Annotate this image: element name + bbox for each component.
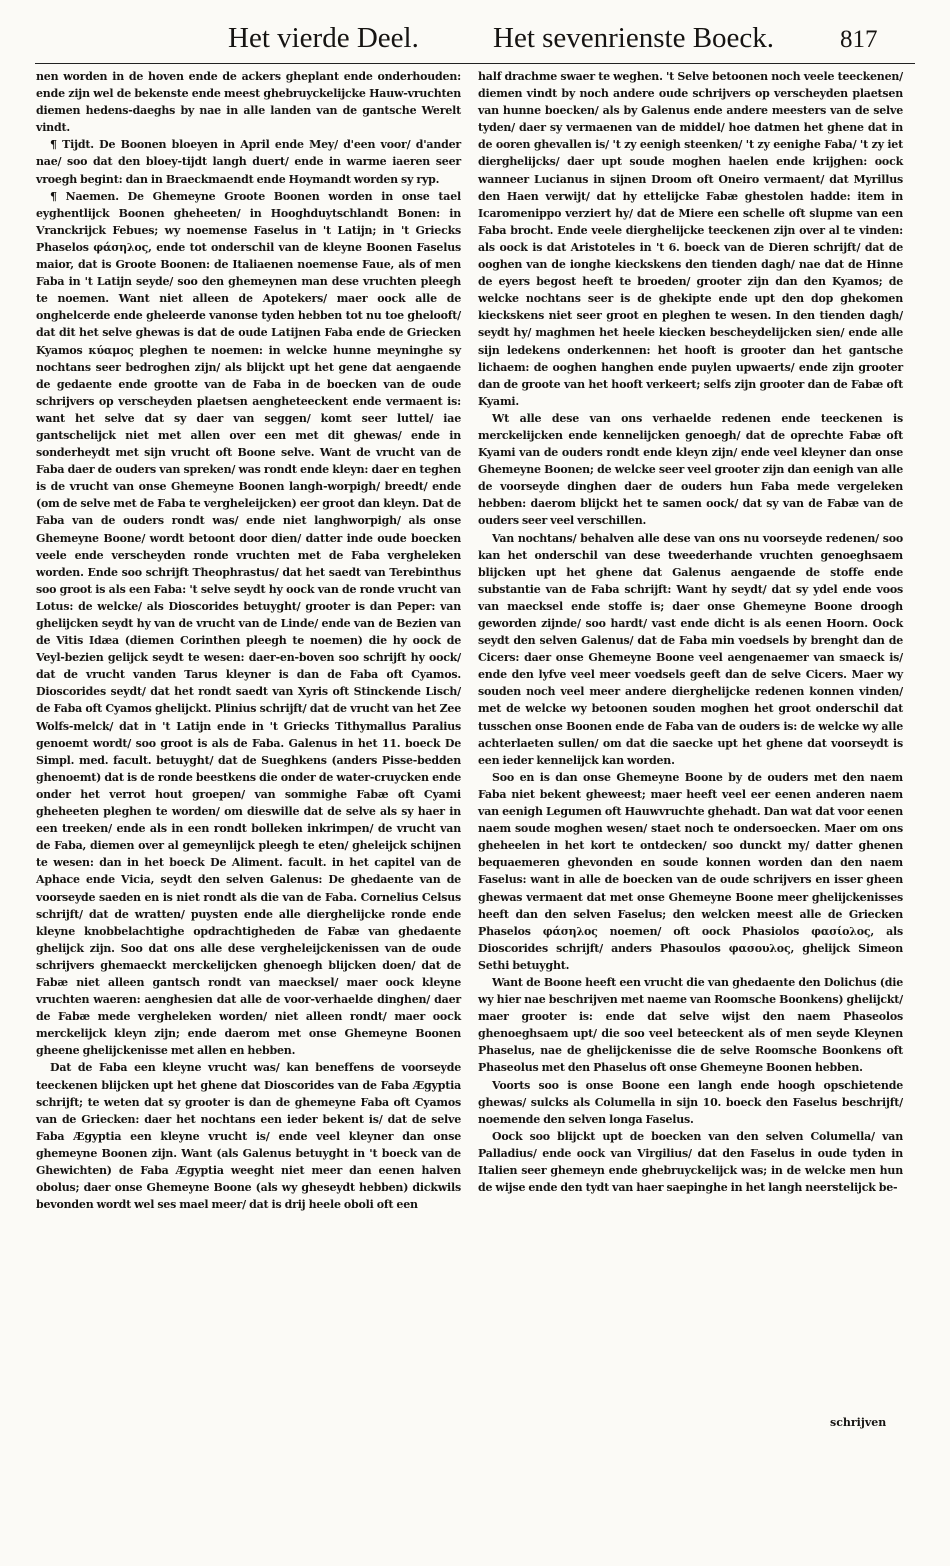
catchword: schrijven	[830, 1416, 887, 1429]
paragraph: Van nochtans/ behalven alle dese van ons nu voorseyde redenen/ soo kan het onderschil van dese tweederhande vruchten genoeghsaem blijcken upt het ghene dat Galenus aengaende de stoffe ende substantie van de Faba schrijft: Want hy seydt/ dat sy ydel ende voos van maecksel ende stoffe is; daer onse Ghemeyne Boone droogh geworden zijnde/ soo hardt/ vast ende dicht is als eenen Hoorn. Oock seydt den selven Galenus/ dat de Faba min voedsels by brenght dan de Cicers: daer onse Ghemeyne Boone veel aengenaemer van smaeck is/ ende den lyfve veel meer voedsels geeft dan de selve Cicers. Maer wy souden noch veel meer andere dierghelijcke redenen konnen vinden/ met de welcke wy betoonen souden moghen het groot onderschil dat tusschen onse Boonen ende de Faba van de ouders is: de welcke wy alle achterlaeten sullen/ om dat die saecke upt het ghene dat voorseydt is een ieder kennelijck kan worden.	[478, 531, 903, 767]
paragraph: Want de Boone heeft een vrucht die van ghedaente den Dolichus (die wy hier nae beschrijven met naeme van Roomsche Boonkens) ghelijckt/ maer grooter is: ende dat selve wijst den naem Phaseolos ghenoeghsaem upt/ die soo veel beteeckent als of men seyde Kleynen Phaselus, nae de ghelijckenisse die de selve Roomsche Boonkens oft Phaseolus met den Phaselus oft onse Ghemeyne Boonen hebben.	[478, 975, 903, 1075]
paragraph: ¶ Tijdt. De Boonen bloeyen in April ende Mey/ d'een voor/ d'ander nae/ soo dat den bloey-tijdt langh duert/ ende in warme iaeren seer vroegh begint: dan in Braeckmaendt ende Hoymandt worden sy ryp.	[36, 138, 461, 186]
running-head	[0, 22, 950, 62]
paragraph: half drachme swaer te weghen. 't Selve betoonen noch veele teeckenen/ diemen vindt by noch andere oude schrijvers op verscheyden plaetsen van hunne boecken/ als by Galenus ende andere meesters van de selve tyden/ daer sy vermaenen van de middel/ hoe datmen het ghene dat in de ooren ghevallen is/ 't zy eenigh steenken/ 't zy eenighe Faba/ 't zy iet dierghelijcks/ daer upt soude moghen haelen ende krijghen: oock wanneer Lucianus in sijnen Droom oft Oneiro vermaent/ dat Myrillus den Haen verwijt/ dat hy ettelijcke Fabæ ghestolen hadde: item in Icaromenippo verziert hy/ dat de Miere een schelle oft slupme van een Faba brocht. Ende veele dierghelijcke teeckenen zijn over al te vinden: als oock is dat Aristoteles in 't 6. boeck van de Dieren schrijft/ dat de ooghen van de ionghe kieckskens den tienden dagh/ nae dat de Hinne de eyers begost heeft te broeden/ grooter zijn dan den Kyamos; de welcke nochtans seer is de ghekipte ende upt den dop ghekomen kieckskens niet seer groot en pleghen te wesen. In den tienden dagh/ seydt hy/ maghmen het heele kiecken bescheydelijcken sien/ ende alle sijn ledekens onderkennen: het hooft is grooter dan het gantsche lichaem: de ooghen hanghen ende puylen upwaerts/ ende zijn grooter dan de groote van het hooft verkeert; selfs zijn grooter dan de Fabæ oft Kyami.	[478, 70, 903, 408]
page-number: 817	[840, 26, 878, 53]
paragraph: Oock soo blijckt upt de boecken van den selven Columella/ van Palladius/ ende oock van Virgilius/ dat den Faselus in oude tyden in Italien seer ghemeyn ende ghebruyckelijck was; in de welcke men hun de wijse ende den tydt van haer saepinghe in het langh neerstelijck be-	[478, 1129, 903, 1195]
paragraph: Wt alle dese van ons verhaelde redenen ende teeckenen is merckelijcken ende kennelijcken genoegh/ dat de oprechte Fabæ oft Kyami van de ouders rondt ende kleyn zijn/ ende veel kleyner dan onse Ghemeyne Boonen; de welcke seer veel grooter zijn dan eenigh van alle de voorseyde dinghen daer de ouders hun Faba mede vergeleken hebben: daerom blijckt het te samen oock/ dat sy van de Fabæ van de ouders seer veel verschillen.	[478, 411, 903, 528]
header-rule	[35, 63, 915, 64]
part-title: Het vierde Deel.	[228, 22, 419, 54]
paragraph: Soo en is dan onse Ghemeyne Boone by de ouders met den naem Faba niet bekent gheweest; maer heeft veel eer eenen anderen naem van eenigh Legumen oft Hauwvruchte ghehadt. Dan wat dat voor eenen naem soude moghen wesen/ staet noch te ondersoecken. Maer om ons gheheelen in het kort te ontdecken/ soo dunckt my/ datter ghenen bequaemeren ghevonden en soude konnen worden dan den naem Faselus: want in alle de boecken van de oude schrijvers en isser gheen ghewas vermaent dat met onse Ghemeyne Boone meer ghelijckenisses heeft dan den selven Faselus; den welcken meest alle de Griecken Phaselos φάσηλος noemen/ oft oock Phasiolos φασίολος, als Dioscorides schrijft/ anders Phasoulos φασουλος, ghelijck Simeon Sethi betuyght.	[478, 770, 903, 972]
book-title: Het sevenrienste Boeck.	[493, 22, 775, 54]
paragraph: Voorts soo is onse Boone een langh ende hoogh opschietende ghewas/ sulcks als Columella in sijn 10. boeck den Faselus beschrijft/ noemende den selven longa Faselus.	[478, 1078, 903, 1126]
paragraph: ¶ Naemen. De Ghemeyne Groote Boonen worden in onse tael eyghentlijck Boonen gheheeten/ in Hooghduytschlandt Bonen: in Vranckrijck Febues; wy noemense Faselus in 't Latijn; in 't Griecks Phaselos φάσηλος, ende tot onderschil van de kleyne Boonen Faselus maior, dat is Groote Boonen: de Italiaenen noemense Faue, als of men Faba in 't Latijn seyde/ soo den ghemeynen man dese vruchten pleegh te noemen. Want niet alleen de Apotekers/ maer oock alle de onghelcerde ende gheleerde vanonse tyden hebben tot nu toe ghelooft/ dat dit het selve ghewas is dat de oude Latijnen Faba ende de Griecken Kyamos κύαμος pleghen te noemen: in welcke hunne meyninghe sy nochtans seer bedroghen zijn/ als blijckt upt het gene dat aengaende de gedaente ende grootte van de Faba in de boecken van de oude schrijvers op verscheyden plaetsen aengheteeckent ende vermaent is: want het selve dat sy daer van seggen/ komt seer luttel/ iae gantschelijck niet met allen over een met dit ghewas/ ende in sonderheydt met sijn vrucht oft Boone selve. Want de vrucht van de Faba daer de ouders van spreken/ was rondt ende kleyn: daer en teghen is de vrucht van onse Ghemeyne Boonen langh-worpigh/ breedt/ ende (om de selve met de Faba te vergheleijcken) eer groot dan kleyn. Dat de Faba van de ouders rondt was/ ende niet langhworpigh/ als onse Ghemeyne Boone/ wordt betoont door dien/ datter inde oude boecken veele ende verscheyden ronde vruchten met de Faba vergheleken worden. Ende soo schrijft Theophrastus/ dat het saedt van Terebinthus soo groot is als een Faba: 't selve seydt hy oock van de ronde vrucht van Lotus: de welcke/ als Dioscorides betuyght/ grooter is dan Peper: van ghelijcken seydt hy van de vrucht van de Linde/ ende van de Bezien van de Vitis Idæa (diemen Corinthen pleegh te noemen) die hy oock de Veyl-bezien gelijck seydt te wesen: daer-en-boven soo schrijft hy oock/ dat de vrucht vanden Tarus kleyner is dan de Faba oft Cyamos. Dioscorides seydt/ dat het rondt saedt van Xyris oft Stinckende Lisch/ de Faba oft Cyamos ghelijckt. Plinius schrijft/ dat de vrucht van het Zee Wolfs-melck/ dat in 't Latijn ende in 't Griecks Tithymallus Paralius genoemt wordt/ soo groot is als de Faba. Galenus in het 11. boeck De Simpl. med. facult. betuyght/ dat de Sueghkens (anders Pisse-bedden ghenoemt) dat is de ronde beestkens die onder de water-cruycken ende onder het verrot hout groepen/ van sommighe Fabæ oft Cyami gheheeten pleghen te worden/ om dieswille dat de selve als sy haer in een treeken/ ende als in een rondt bolleken inkrimpen/ de vrucht van de Faba, diemen over al gemeynlijck pleegh te eten/ gheleijck schijnen te wesen: dan in het boeck De Aliment. facult. in het capitel van de Aphace ende Vicia, seydt den selven Galenus: De ghedaente van de voorseyde saeden en is niet rondt als die van de Faba. Cornelius Celsus schrijft/ dat de wratten/ puysten ende alle dierghelijcke ronde ende kleyne knobbelachtighe opdrachtigheden de Fabæ van ghedaente ghelijck zijn. Soo dat ons alle dese vergheleijckenissen van de oude schrijvers ghemaeckt merckelijcken ghenoegh blijcken doen/ dat de Fabæ niet alleen gantsch rondt van maecksel/ maer oock kleyne vruchten waeren: aenghesien dat alle de voor-verhaelde dinghen/ daer de Fabæ mede vergheleken worden/ niet alleen rondt/ maer oock merckelijck kleyn zijn; ende daerom met onse Ghemeyne Boonen gheene ghelijckenisse met allen en hebben.	[36, 189, 461, 1058]
left-column	[36, 68, 461, 1213]
paragraph: Dat de Faba een kleyne vrucht was/ kan beneffens de voorseyde teeckenen blijcken upt het ghene dat Dioscorides van de Faba Ægyptia schrijft; te weten dat sy grooter is dan de ghemeyne Faba oft Cyamos van de Griecken: daer het nochtans een ieder bekent is/ dat de selve Faba Ægyptia een kleyne vrucht is/ ende veel kleyner dan onse ghemeyne Boonen zijn. Want (als Galenus betuyght in 't boeck van de Ghewichten) de Faba Ægyptia weeght niet meer dan eenen halven obolus; daer onse Ghemeyne Boone (als wy gheseydt hebben) dickwils bevonden wordt wel ses mael meer/ dat is drij heele oboli oft een	[36, 1061, 461, 1212]
right-column	[478, 68, 903, 1196]
paragraph: nen worden in de hoven ende de ackers gheplant ende onderhouden: ende zijn wel de bekenste ende meest ghebruyckelijcke Hauw-vruchten diemen hedens-daeghs by nae in alle landen van de gantsche Werelt vindt.	[36, 70, 461, 135]
